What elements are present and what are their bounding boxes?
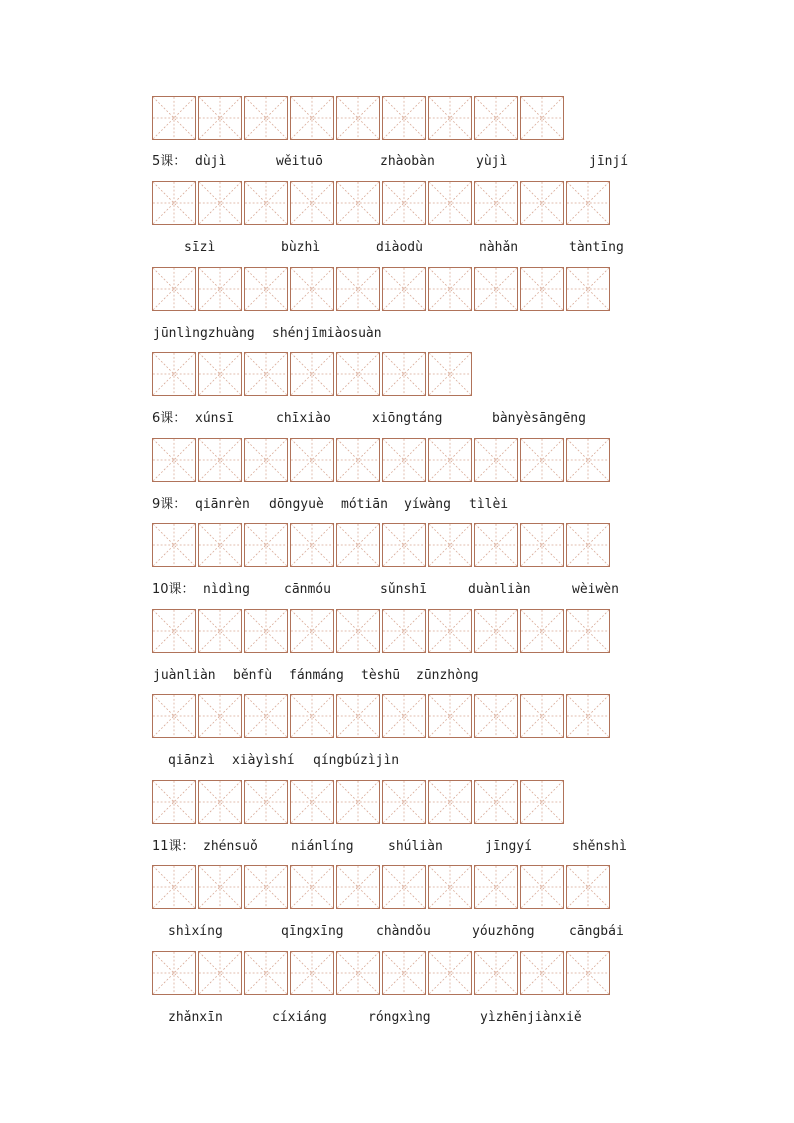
writing-cell[interactable] bbox=[244, 181, 288, 225]
writing-cell[interactable] bbox=[474, 96, 518, 140]
writing-cell[interactable] bbox=[382, 96, 426, 140]
writing-cell[interactable] bbox=[428, 267, 472, 311]
writing-cell[interactable] bbox=[566, 438, 610, 482]
writing-cell[interactable] bbox=[474, 438, 518, 482]
guide-lines-icon bbox=[153, 866, 195, 908]
guide-lines-icon bbox=[429, 952, 471, 994]
guide-lines-icon bbox=[291, 353, 333, 395]
pinyin-word: duànliàn bbox=[468, 582, 531, 597]
guide-lines-icon bbox=[291, 439, 333, 481]
writing-cell[interactable] bbox=[520, 780, 564, 824]
writing-cell[interactable] bbox=[474, 523, 518, 567]
pinyin-word: bùzhì bbox=[281, 240, 321, 255]
guide-lines-icon bbox=[153, 353, 195, 395]
writing-cell[interactable] bbox=[428, 951, 472, 995]
pinyin-line bbox=[0, 581, 794, 599]
writing-cell[interactable] bbox=[474, 694, 518, 738]
writing-cell[interactable] bbox=[336, 609, 380, 653]
guide-lines-icon bbox=[429, 353, 471, 395]
guide-lines-icon bbox=[475, 268, 517, 310]
guide-lines-icon bbox=[199, 781, 241, 823]
pinyin-line bbox=[0, 1009, 794, 1027]
lesson-label: 9课： bbox=[152, 497, 187, 512]
guide-lines-icon bbox=[475, 97, 517, 139]
lesson-label: 11课： bbox=[152, 839, 195, 854]
writing-cell[interactable] bbox=[244, 352, 288, 396]
writing-cell[interactable] bbox=[244, 951, 288, 995]
writing-cell[interactable] bbox=[244, 865, 288, 909]
writing-cell[interactable] bbox=[336, 438, 380, 482]
lesson-label: 5课： bbox=[152, 154, 187, 169]
pinyin-word: cāngbái bbox=[569, 924, 624, 939]
pinyin-word: sīzì bbox=[184, 240, 216, 255]
writing-cell[interactable] bbox=[336, 523, 380, 567]
pinyin-word: wèiwèn bbox=[572, 582, 619, 597]
writing-cell[interactable] bbox=[428, 609, 472, 653]
pinyin-word: zhàobàn bbox=[380, 154, 435, 169]
pinyin-word: tìlèi bbox=[469, 497, 509, 512]
guide-lines-icon bbox=[337, 524, 379, 566]
guide-lines-icon bbox=[153, 268, 195, 310]
writing-cell[interactable] bbox=[566, 523, 610, 567]
pinyin-word: mótiān bbox=[341, 497, 388, 512]
writing-cell[interactable] bbox=[382, 694, 426, 738]
guide-lines-icon bbox=[567, 268, 609, 310]
guide-lines-icon bbox=[521, 866, 563, 908]
writing-cell[interactable] bbox=[336, 865, 380, 909]
guide-lines-icon bbox=[521, 610, 563, 652]
writing-grid-row bbox=[152, 694, 610, 738]
pinyin-word: niánlíng bbox=[291, 839, 354, 854]
writing-cell[interactable] bbox=[474, 780, 518, 824]
guide-lines-icon bbox=[429, 268, 471, 310]
pinyin-word: fánmáng bbox=[289, 668, 344, 683]
pinyin-word: wěituō bbox=[276, 154, 323, 169]
guide-lines-icon bbox=[567, 182, 609, 224]
guide-lines-icon bbox=[429, 439, 471, 481]
writing-cell[interactable] bbox=[152, 694, 196, 738]
pinyin-word: shúliàn bbox=[388, 839, 443, 854]
writing-grid-row bbox=[152, 865, 610, 909]
writing-cell[interactable] bbox=[152, 523, 196, 567]
guide-lines-icon bbox=[291, 952, 333, 994]
guide-lines-icon bbox=[337, 97, 379, 139]
pinyin-word: chàndǒu bbox=[376, 924, 431, 939]
writing-cell[interactable] bbox=[428, 780, 472, 824]
writing-cell[interactable] bbox=[566, 865, 610, 909]
guide-lines-icon bbox=[291, 524, 333, 566]
guide-lines-icon bbox=[245, 781, 287, 823]
writing-cell[interactable] bbox=[152, 609, 196, 653]
writing-cell[interactable] bbox=[520, 951, 564, 995]
writing-cell[interactable] bbox=[244, 609, 288, 653]
pinyin-word: yùjì bbox=[476, 154, 508, 169]
guide-lines-icon bbox=[521, 781, 563, 823]
guide-lines-icon bbox=[475, 952, 517, 994]
guide-lines-icon bbox=[291, 97, 333, 139]
writing-cell[interactable] bbox=[474, 865, 518, 909]
pinyin-word: qíngbúzìjìn bbox=[313, 753, 400, 768]
pinyin-line bbox=[0, 752, 794, 770]
writing-grid-row bbox=[152, 96, 564, 140]
pinyin-word: yíwàng bbox=[404, 497, 451, 512]
pinyin-word: shěnshì bbox=[572, 839, 627, 854]
guide-lines-icon bbox=[199, 268, 241, 310]
writing-cell[interactable] bbox=[474, 951, 518, 995]
pinyin-word: chīxiào bbox=[276, 411, 331, 426]
writing-cell[interactable] bbox=[198, 181, 242, 225]
guide-lines-icon bbox=[383, 781, 425, 823]
writing-cell[interactable] bbox=[290, 267, 334, 311]
guide-lines-icon bbox=[383, 524, 425, 566]
guide-lines-icon bbox=[199, 610, 241, 652]
guide-lines-icon bbox=[153, 781, 195, 823]
writing-cell[interactable] bbox=[152, 181, 196, 225]
guide-lines-icon bbox=[153, 97, 195, 139]
guide-lines-icon bbox=[475, 524, 517, 566]
writing-cell[interactable] bbox=[290, 694, 334, 738]
writing-cell[interactable] bbox=[336, 267, 380, 311]
guide-lines-icon bbox=[153, 439, 195, 481]
guide-lines-icon bbox=[429, 695, 471, 737]
writing-grid-row bbox=[152, 352, 472, 396]
pinyin-word: jūnlìngzhuàng bbox=[153, 326, 255, 341]
guide-lines-icon bbox=[383, 353, 425, 395]
guide-lines-icon bbox=[245, 268, 287, 310]
writing-cell[interactable] bbox=[290, 181, 334, 225]
guide-lines-icon bbox=[429, 781, 471, 823]
guide-lines-icon bbox=[475, 866, 517, 908]
writing-cell[interactable] bbox=[152, 352, 196, 396]
writing-cell[interactable] bbox=[428, 438, 472, 482]
guide-lines-icon bbox=[153, 695, 195, 737]
writing-cell[interactable] bbox=[198, 609, 242, 653]
guide-lines-icon bbox=[383, 866, 425, 908]
guide-lines-icon bbox=[521, 439, 563, 481]
pinyin-word: qiānrèn bbox=[195, 497, 250, 512]
pinyin-line bbox=[0, 325, 794, 343]
guide-lines-icon bbox=[153, 524, 195, 566]
pinyin-word: zhǎnxīn bbox=[168, 1010, 223, 1025]
writing-cell[interactable] bbox=[382, 181, 426, 225]
guide-lines-icon bbox=[337, 866, 379, 908]
guide-lines-icon bbox=[199, 97, 241, 139]
writing-cell[interactable] bbox=[520, 438, 564, 482]
guide-lines-icon bbox=[199, 952, 241, 994]
guide-lines-icon bbox=[337, 182, 379, 224]
writing-cell[interactable] bbox=[290, 865, 334, 909]
writing-cell[interactable] bbox=[520, 609, 564, 653]
pinyin-word: xiōngtáng bbox=[372, 411, 443, 426]
pinyin-word: bànyèsāngēng bbox=[492, 411, 586, 426]
writing-cell[interactable] bbox=[382, 951, 426, 995]
writing-cell[interactable] bbox=[244, 96, 288, 140]
writing-cell[interactable] bbox=[336, 96, 380, 140]
guide-lines-icon bbox=[337, 610, 379, 652]
guide-lines-icon bbox=[199, 695, 241, 737]
writing-cell[interactable] bbox=[428, 181, 472, 225]
pinyin-word: nìdìng bbox=[203, 582, 250, 597]
writing-cell[interactable] bbox=[474, 609, 518, 653]
guide-lines-icon bbox=[291, 268, 333, 310]
guide-lines-icon bbox=[383, 952, 425, 994]
pinyin-word: yóuzhōng bbox=[472, 924, 535, 939]
guide-lines-icon bbox=[521, 97, 563, 139]
guide-lines-icon bbox=[337, 781, 379, 823]
writing-cell[interactable] bbox=[244, 267, 288, 311]
writing-cell[interactable] bbox=[520, 694, 564, 738]
guide-lines-icon bbox=[383, 610, 425, 652]
guide-lines-icon bbox=[383, 439, 425, 481]
guide-lines-icon bbox=[291, 610, 333, 652]
guide-lines-icon bbox=[337, 353, 379, 395]
writing-cell[interactable] bbox=[152, 865, 196, 909]
writing-cell[interactable] bbox=[382, 609, 426, 653]
guide-lines-icon bbox=[291, 866, 333, 908]
writing-cell[interactable] bbox=[198, 438, 242, 482]
guide-lines-icon bbox=[429, 524, 471, 566]
writing-grid-row bbox=[152, 523, 610, 567]
writing-cell[interactable] bbox=[198, 780, 242, 824]
guide-lines-icon bbox=[337, 439, 379, 481]
pinyin-line bbox=[0, 239, 794, 257]
writing-grid-row bbox=[152, 267, 610, 311]
guide-lines-icon bbox=[199, 866, 241, 908]
guide-lines-icon bbox=[245, 353, 287, 395]
writing-cell[interactable] bbox=[290, 951, 334, 995]
writing-cell[interactable] bbox=[290, 96, 334, 140]
writing-cell[interactable] bbox=[428, 96, 472, 140]
writing-cell[interactable] bbox=[428, 352, 472, 396]
writing-cell[interactable] bbox=[474, 181, 518, 225]
guide-lines-icon bbox=[567, 524, 609, 566]
writing-cell[interactable] bbox=[198, 951, 242, 995]
pinyin-word: qīngxīng bbox=[281, 924, 344, 939]
writing-cell[interactable] bbox=[198, 96, 242, 140]
writing-cell[interactable] bbox=[566, 181, 610, 225]
writing-cell[interactable] bbox=[382, 865, 426, 909]
pinyin-word: zūnzhòng bbox=[416, 668, 479, 683]
guide-lines-icon bbox=[383, 268, 425, 310]
pinyin-word: juànliàn bbox=[153, 668, 216, 683]
guide-lines-icon bbox=[199, 524, 241, 566]
guide-lines-icon bbox=[429, 97, 471, 139]
guide-lines-icon bbox=[291, 182, 333, 224]
pinyin-line bbox=[0, 496, 794, 514]
writing-cell[interactable] bbox=[382, 438, 426, 482]
writing-cell[interactable] bbox=[152, 438, 196, 482]
writing-cell[interactable] bbox=[152, 96, 196, 140]
pinyin-line bbox=[0, 667, 794, 685]
writing-cell[interactable] bbox=[382, 780, 426, 824]
guide-lines-icon bbox=[245, 695, 287, 737]
guide-lines-icon bbox=[291, 695, 333, 737]
guide-lines-icon bbox=[245, 866, 287, 908]
guide-lines-icon bbox=[199, 182, 241, 224]
guide-lines-icon bbox=[567, 610, 609, 652]
guide-lines-icon bbox=[429, 182, 471, 224]
pinyin-word: jīnjí bbox=[589, 154, 629, 169]
writing-cell[interactable] bbox=[244, 694, 288, 738]
guide-lines-icon bbox=[245, 952, 287, 994]
pinyin-word: yìzhēnjiànxiě bbox=[480, 1010, 582, 1025]
pinyin-word: cānmóu bbox=[284, 582, 331, 597]
writing-cell[interactable] bbox=[198, 267, 242, 311]
writing-cell[interactable] bbox=[198, 694, 242, 738]
guide-lines-icon bbox=[383, 182, 425, 224]
writing-cell[interactable] bbox=[336, 951, 380, 995]
writing-cell[interactable] bbox=[428, 523, 472, 567]
pinyin-line bbox=[0, 923, 794, 941]
writing-cell[interactable] bbox=[520, 267, 564, 311]
guide-lines-icon bbox=[199, 439, 241, 481]
guide-lines-icon bbox=[245, 610, 287, 652]
guide-lines-icon bbox=[475, 610, 517, 652]
guide-lines-icon bbox=[153, 182, 195, 224]
writing-grid-row bbox=[152, 609, 610, 653]
writing-cell[interactable] bbox=[566, 694, 610, 738]
writing-cell[interactable] bbox=[290, 609, 334, 653]
guide-lines-icon bbox=[337, 695, 379, 737]
writing-grid-row bbox=[152, 181, 610, 225]
guide-lines-icon bbox=[291, 781, 333, 823]
guide-lines-icon bbox=[153, 610, 195, 652]
pinyin-line bbox=[0, 410, 794, 428]
writing-cell[interactable] bbox=[198, 352, 242, 396]
writing-cell[interactable] bbox=[382, 352, 426, 396]
writing-cell[interactable] bbox=[152, 780, 196, 824]
guide-lines-icon bbox=[475, 695, 517, 737]
guide-lines-icon bbox=[475, 439, 517, 481]
guide-lines-icon bbox=[429, 610, 471, 652]
pinyin-line bbox=[0, 153, 794, 171]
guide-lines-icon bbox=[383, 97, 425, 139]
writing-cell[interactable] bbox=[382, 523, 426, 567]
writing-cell[interactable] bbox=[520, 96, 564, 140]
writing-grid-row bbox=[152, 438, 610, 482]
guide-lines-icon bbox=[567, 439, 609, 481]
writing-cell[interactable] bbox=[198, 865, 242, 909]
writing-cell[interactable] bbox=[244, 523, 288, 567]
writing-cell[interactable] bbox=[520, 523, 564, 567]
guide-lines-icon bbox=[245, 524, 287, 566]
writing-cell[interactable] bbox=[198, 523, 242, 567]
writing-cell[interactable] bbox=[428, 865, 472, 909]
writing-cell[interactable] bbox=[566, 951, 610, 995]
guide-lines-icon bbox=[567, 695, 609, 737]
writing-cell[interactable] bbox=[336, 780, 380, 824]
pinyin-word: tèshū bbox=[361, 668, 401, 683]
guide-lines-icon bbox=[337, 268, 379, 310]
writing-cell[interactable] bbox=[566, 609, 610, 653]
guide-lines-icon bbox=[245, 439, 287, 481]
writing-cell[interactable] bbox=[428, 694, 472, 738]
guide-lines-icon bbox=[245, 97, 287, 139]
pinyin-word: diàodù bbox=[376, 240, 423, 255]
writing-cell[interactable] bbox=[474, 267, 518, 311]
writing-cell[interactable] bbox=[520, 865, 564, 909]
pinyin-word: róngxìng bbox=[368, 1010, 431, 1025]
writing-cell[interactable] bbox=[290, 523, 334, 567]
guide-lines-icon bbox=[567, 866, 609, 908]
pinyin-word: qiānzì bbox=[168, 753, 215, 768]
writing-cell[interactable] bbox=[244, 438, 288, 482]
writing-cell[interactable] bbox=[152, 951, 196, 995]
writing-cell[interactable] bbox=[520, 181, 564, 225]
guide-lines-icon bbox=[429, 866, 471, 908]
guide-lines-icon bbox=[475, 182, 517, 224]
pinyin-word: shìxíng bbox=[168, 924, 223, 939]
guide-lines-icon bbox=[337, 952, 379, 994]
writing-cell[interactable] bbox=[336, 181, 380, 225]
writing-cell[interactable] bbox=[566, 267, 610, 311]
guide-lines-icon bbox=[521, 952, 563, 994]
writing-grid-row bbox=[152, 951, 610, 995]
pinyin-word: nàhǎn bbox=[479, 240, 519, 255]
writing-cell[interactable] bbox=[290, 438, 334, 482]
writing-cell[interactable] bbox=[336, 694, 380, 738]
guide-lines-icon bbox=[521, 524, 563, 566]
writing-cell[interactable] bbox=[244, 780, 288, 824]
pinyin-word: tàntīng bbox=[569, 240, 624, 255]
guide-lines-icon bbox=[567, 952, 609, 994]
guide-lines-icon bbox=[521, 695, 563, 737]
guide-lines-icon bbox=[199, 353, 241, 395]
pinyin-word: běnfù bbox=[233, 668, 273, 683]
writing-cell[interactable] bbox=[152, 267, 196, 311]
pinyin-word: zhénsuǒ bbox=[203, 839, 258, 854]
pinyin-word: xiàyìshí bbox=[232, 753, 295, 768]
pinyin-word: xúnsī bbox=[195, 411, 235, 426]
writing-cell[interactable] bbox=[290, 780, 334, 824]
pinyin-line bbox=[0, 838, 794, 856]
guide-lines-icon bbox=[521, 268, 563, 310]
writing-cell[interactable] bbox=[336, 352, 380, 396]
pinyin-word: cíxiáng bbox=[272, 1010, 327, 1025]
guide-lines-icon bbox=[245, 182, 287, 224]
pinyin-word: shénjīmiàosuàn bbox=[272, 326, 382, 341]
guide-lines-icon bbox=[521, 182, 563, 224]
guide-lines-icon bbox=[475, 781, 517, 823]
guide-lines-icon bbox=[383, 695, 425, 737]
pinyin-word: dōngyuè bbox=[269, 497, 324, 512]
writing-grid-row bbox=[152, 780, 564, 824]
writing-cell[interactable] bbox=[382, 267, 426, 311]
writing-cell[interactable] bbox=[290, 352, 334, 396]
pinyin-word: dùjì bbox=[195, 154, 227, 169]
pinyin-word: sǔnshī bbox=[380, 582, 427, 597]
guide-lines-icon bbox=[153, 952, 195, 994]
lesson-label: 10课： bbox=[152, 582, 195, 597]
lesson-label: 6课： bbox=[152, 411, 187, 426]
pinyin-word: jīngyí bbox=[485, 839, 532, 854]
